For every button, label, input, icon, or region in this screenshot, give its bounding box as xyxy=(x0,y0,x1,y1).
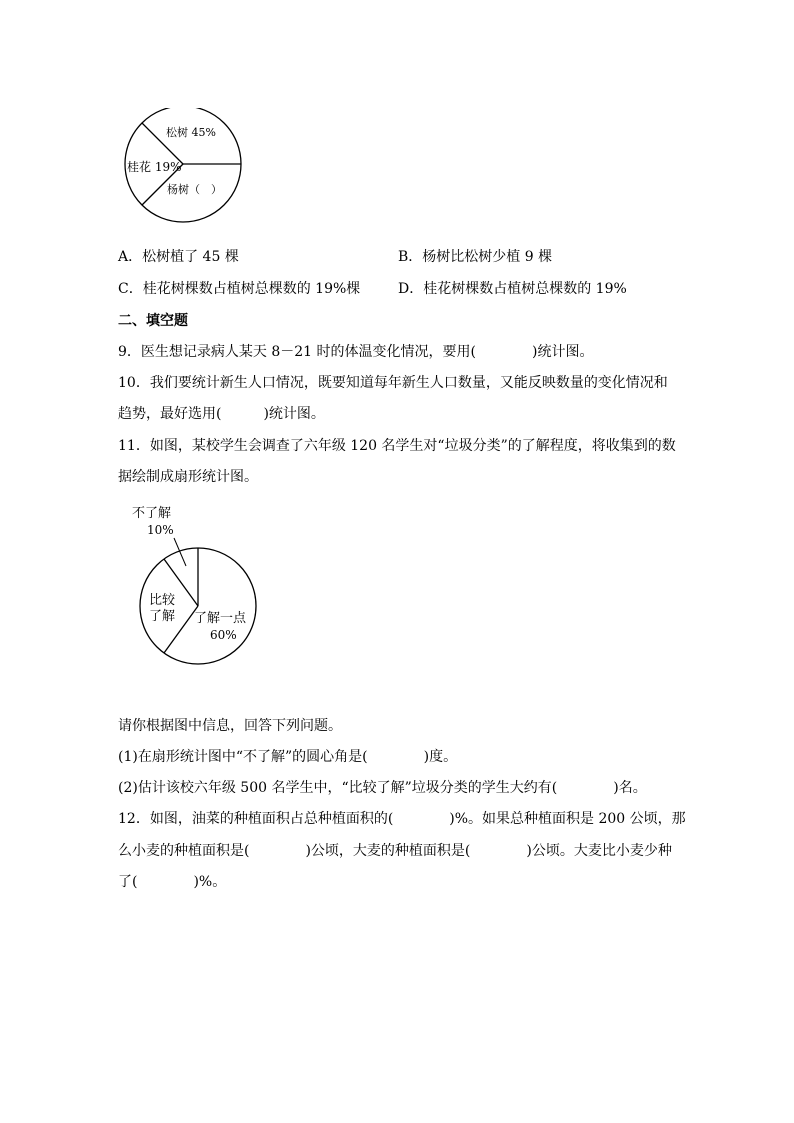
question-11-1: (1)在扇形统计图中“不了解”的圆心角是( )度。 xyxy=(118,749,458,765)
pie-label-bijiao-2: 了解 xyxy=(149,609,176,624)
pie-label-guihua: 桂花 19% xyxy=(127,160,182,174)
option-b[interactable]: B．杨树比松树少植 9 棵 xyxy=(398,249,553,265)
question-11-line2: 据绘制成扇形统计图。 xyxy=(118,469,258,485)
question-11-prompt: 请你根据图中信息，回答下列问题。 xyxy=(118,718,342,734)
question-12-line1: 12．如图，油菜的种植面积占总种植面积的( )%。如果总种植面积是 200 公顷，那 xyxy=(118,811,686,827)
question-9: 9．医生想记录病人某天 8－21 时的体温变化情况，要用( )统计图。 xyxy=(118,344,594,360)
option-a[interactable]: A．松树植了 45 棵 xyxy=(118,249,239,265)
pie-label-yidian: 了解一点 xyxy=(194,611,247,626)
pie-label-bujieliao: 不了解 xyxy=(132,506,172,521)
question-10-line2: 趋势，最好选用( )统计图。 xyxy=(118,406,325,422)
option-d[interactable]: D．桂花树棵数占植树总棵数的 19% xyxy=(398,281,627,297)
pie-label-bijiao-1: 比较 xyxy=(149,593,176,608)
question-12-line2: 么小麦的种植面积是( )公顷，大麦的种植面积是( )公顷。大麦比小麦少种 xyxy=(118,843,672,859)
question-11-line1: 11．如图，某校学生会调查了六年级 120 名学生对“垃圾分类”的了解程度，将收集到的数 xyxy=(118,438,676,454)
pie-chart-trees xyxy=(120,108,250,228)
pie-label-yangshu: 杨树（ ） xyxy=(167,183,222,196)
pie-label-yidian-pct: 60% xyxy=(210,628,237,642)
question-11-2: (2)估计该校六年级 500 名学生中，“比较了解”垃圾分类的学生大约有( )名。 xyxy=(118,780,647,796)
pie-chart-garbage-sorting xyxy=(130,500,265,670)
pie-label-songshu: 松树 45% xyxy=(166,126,216,139)
pie-label-bujieliao-pct: 10% xyxy=(147,523,174,537)
option-c[interactable]: C．桂花树棵数占植树总棵数的 19%棵 xyxy=(118,281,361,297)
question-10-line1: 10．我们要统计新生人口情况，既要知道每年新生人口数量，又能反映数量的变化情况和 xyxy=(118,375,668,391)
section-heading: 二、填空题 xyxy=(118,313,188,329)
question-12-line3: 了( )%。 xyxy=(118,874,227,890)
